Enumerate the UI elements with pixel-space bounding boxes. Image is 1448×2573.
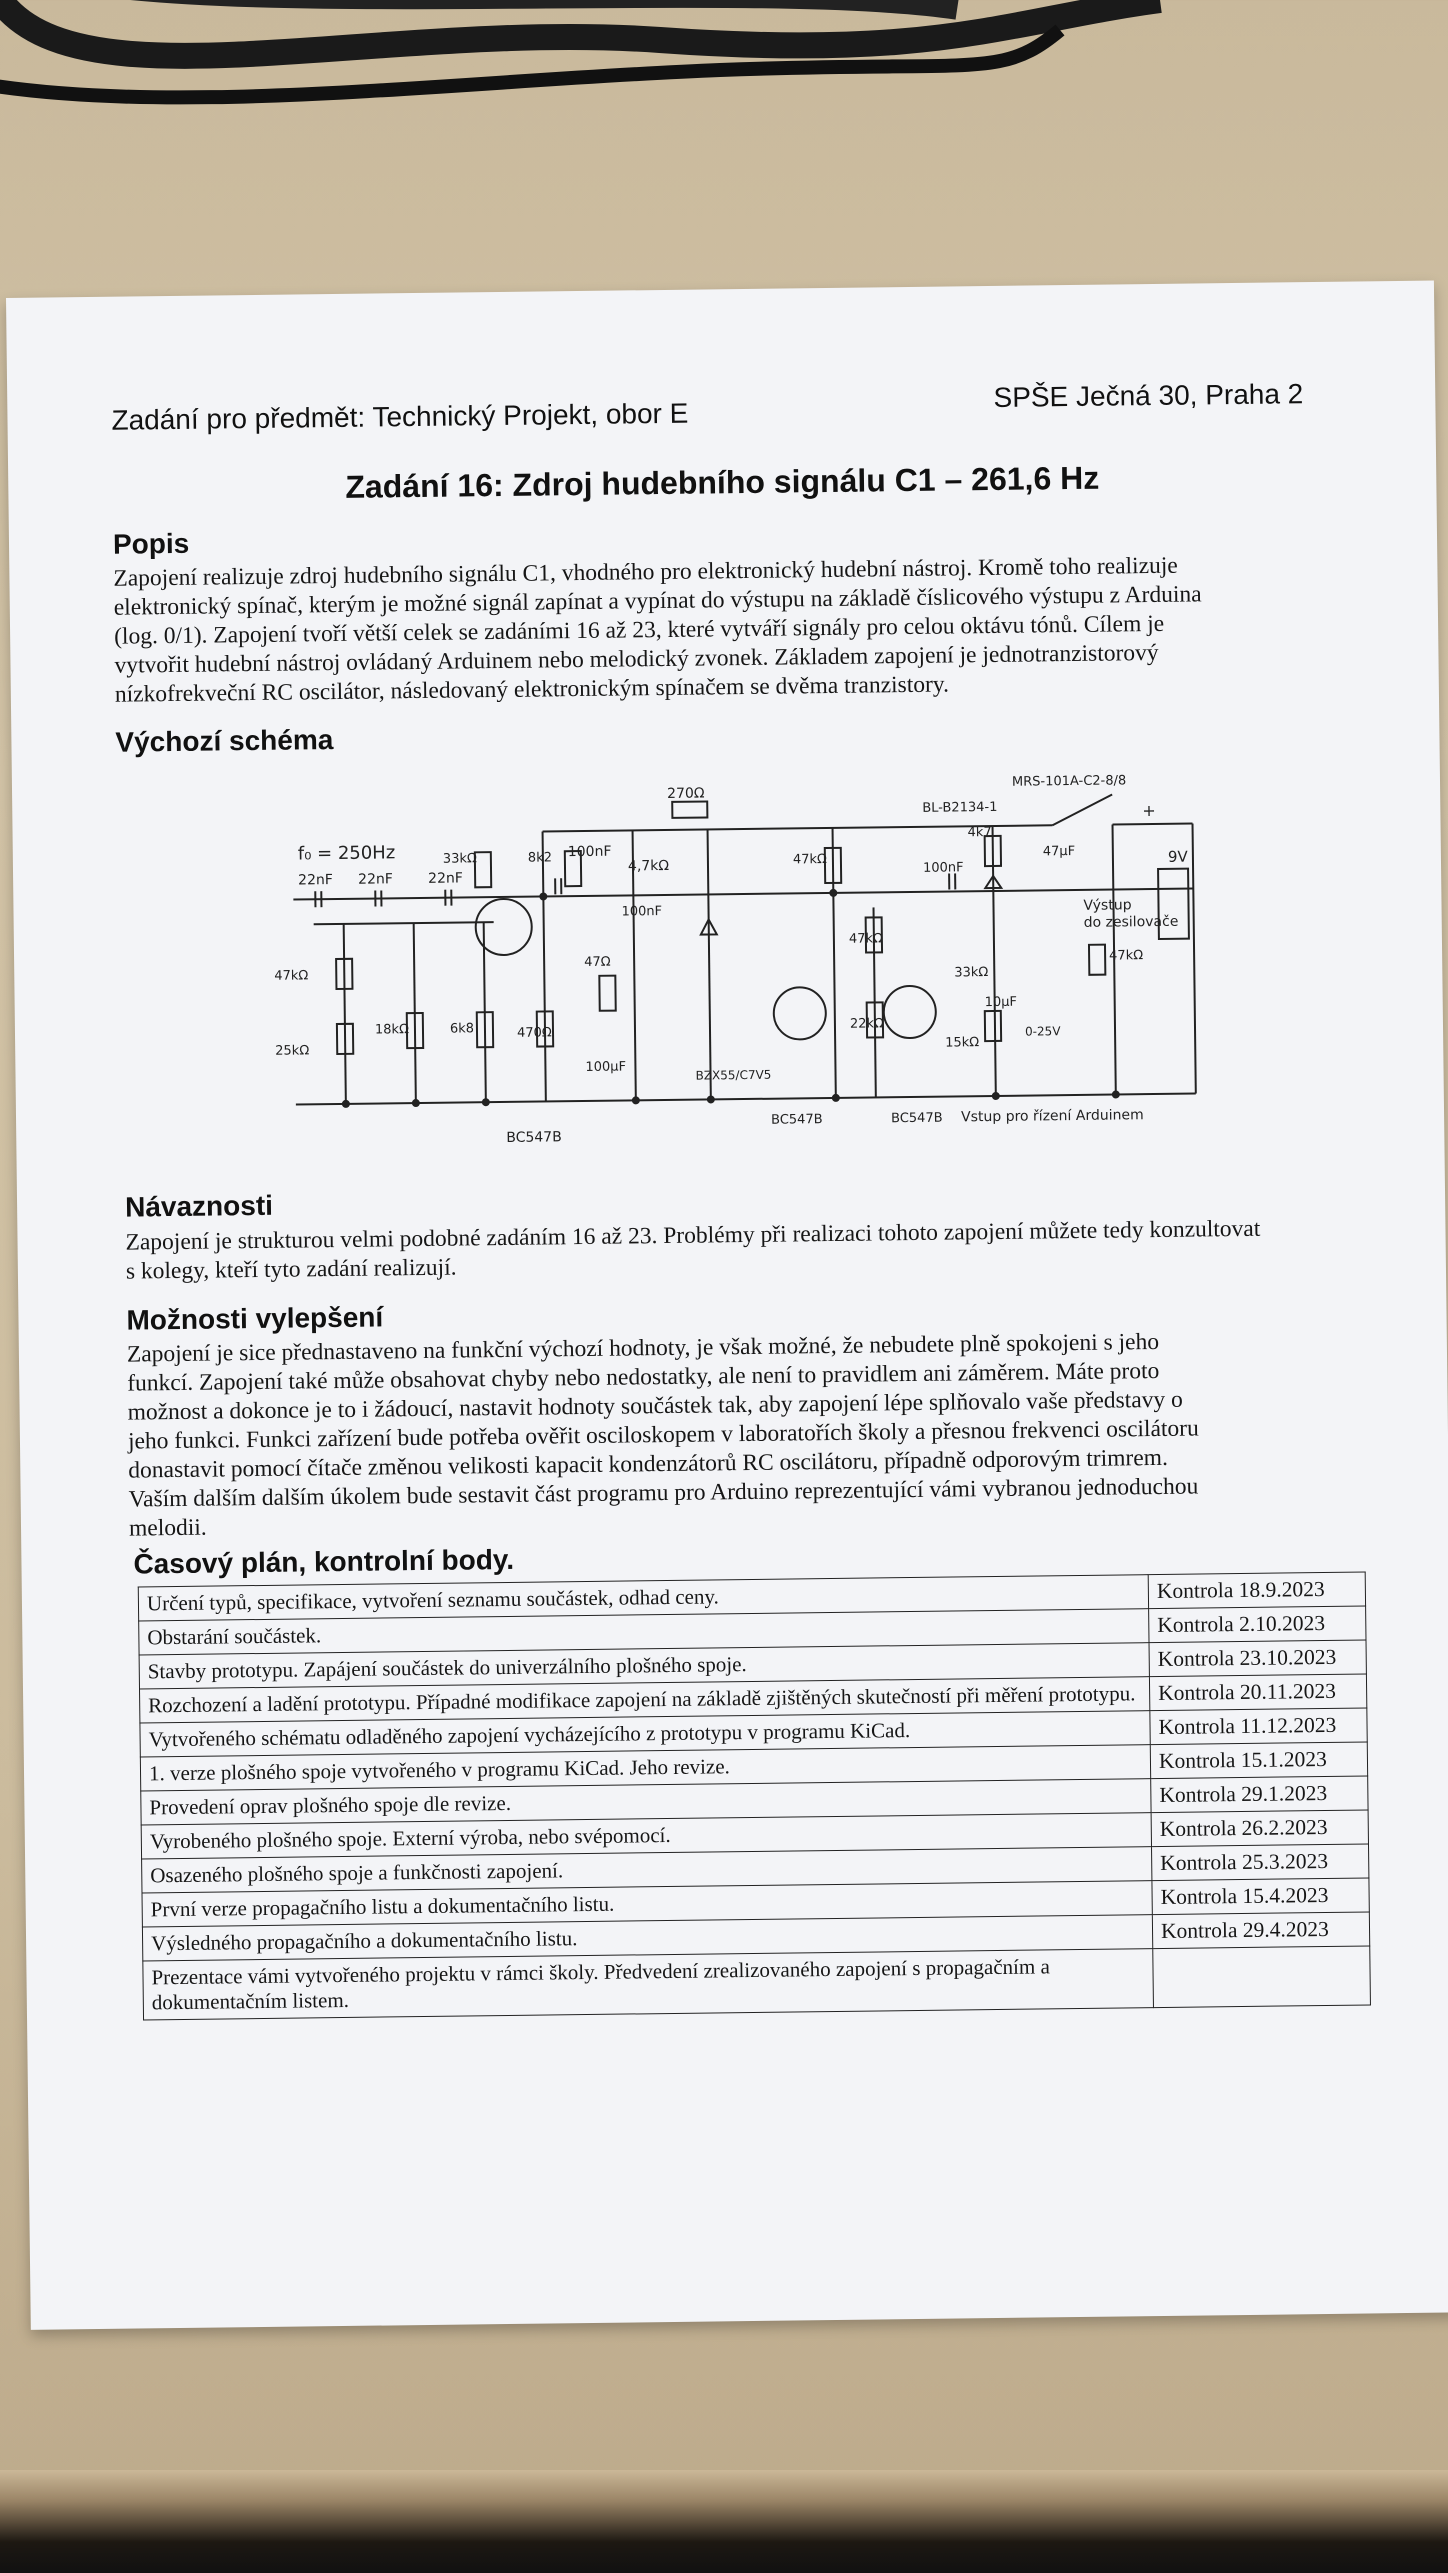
label-q1: BC547B xyxy=(506,1129,562,1146)
navaznosti-line: Zapojení je strukturou velmi podobné zadáním 16 až 23. Problémy při realizaci tohoto zapojení můžete tedy konzultovat xyxy=(125,1215,1261,1256)
check-cell: Kontrola 25.3.2023 xyxy=(1152,1844,1369,1881)
label-c47u: 47μF xyxy=(1042,843,1076,860)
task-cell: Osazeného plošného spoje a funkčnosti zapojení. xyxy=(142,1847,1152,1893)
header-subject: Zadání pro předmět: Technický Projekt, obor E xyxy=(111,397,689,436)
popis-line: nízkofrekveční RC oscilátor, následovaný elektronickým spínačem se dvěma tranzistory. xyxy=(114,671,950,708)
check-cell: Kontrola 11.12.2023 xyxy=(1150,1708,1367,1745)
moznosti-line: Vaším dalším dalším úkolem bude sestavit část programu pro Arduino reprezentující vámi vybranou jednoduchou xyxy=(128,1473,1199,1513)
label-c10u: 10μF xyxy=(984,994,1018,1011)
label-zener: BZX55/C7V5 xyxy=(695,1067,772,1083)
popis-line: Zapojení realizuje zdroj hudebního signálu C1, vhodného pro elektronický hudební nástroj. Kromě toho realizuje xyxy=(113,552,1178,592)
section-heading-schema: Výchozí schéma xyxy=(115,724,334,758)
task-cell: První verze propagačního listu a dokumentačního listu. xyxy=(142,1881,1152,1927)
navaznosti-paragraph xyxy=(125,1213,1366,1286)
popis-paragraph xyxy=(113,550,1345,710)
desk-edge-shadow xyxy=(0,2470,1448,2573)
label-r47: 47Ω xyxy=(584,954,611,970)
moznosti-paragraph xyxy=(127,1325,1369,1543)
label-c100n1: 100nF xyxy=(567,843,612,861)
check-cell: Kontrola 26.2.2023 xyxy=(1151,1810,1368,1847)
check-cell: Kontrola 20.11.2023 xyxy=(1149,1674,1366,1711)
label-r47k2: 47kΩ xyxy=(792,852,828,868)
moznosti-line: jeho funkci. Funkci zařízení bude potřeba ověřit osciloskopem v laboratořích školy a přesnou frekvenci oscilátoru xyxy=(127,1415,1199,1455)
label-c3: 22nF xyxy=(428,870,463,887)
label-output-1: Výstup xyxy=(1083,897,1132,914)
label-q3: BC547B xyxy=(891,1110,943,1127)
label-c100u: 100μF xyxy=(585,1059,627,1075)
label-r8k2: 8k2 xyxy=(527,850,553,866)
label-trim: 0-25V xyxy=(1024,1024,1061,1039)
moznosti-line: melodii. xyxy=(128,1514,207,1542)
moznosti-line: Zapojení je sice přednastaveno na funkční výchozí hodnoty, je však možné, že nebudete plně spokojeni s jeho xyxy=(126,1328,1160,1368)
circuit-schematic xyxy=(252,773,1257,1165)
label-c100n3: 100nF xyxy=(922,860,964,876)
label-r22k: 22kΩ xyxy=(849,1016,885,1032)
check-cell: Kontrola 23.10.2023 xyxy=(1149,1640,1366,1677)
task-cell: Určení typů, specifikace, vytvoření seznamu součástek, odhad ceny. xyxy=(138,1575,1148,1621)
label-relay: MRS-101A-C2-8/8 xyxy=(1011,773,1127,790)
moznosti-line: funkcí. Zapojení také může obsahovat chyby nebo nedostatky, ale není to pravidlem ani záměrem. Máte proto xyxy=(127,1357,1160,1397)
check-cell xyxy=(1153,1946,1371,2008)
moznosti-line: možnost a dokonce je to i žádoucí, nastavit hodnoty součástek tak, aby zapojení lépe splňovalo vaše představy o xyxy=(127,1386,1183,1426)
section-heading-moznosti: Možnosti vylepšení xyxy=(126,1301,384,1336)
label-c2: 22nF xyxy=(358,871,393,888)
popis-line: elektronický spínač, kterým je možné signál zapínat a vypínat do výstupu na základě číslicového výstupu z Arduina xyxy=(113,581,1202,621)
check-cell: Kontrola 29.1.2023 xyxy=(1151,1776,1368,1813)
label-output-2: do zesilovače xyxy=(1083,913,1179,931)
label-plus: + xyxy=(1142,800,1156,821)
label-r68k: 6k8 xyxy=(449,1021,475,1037)
task-cell: Stavby prototypu. Zapájení součástek do univerzálního plošného spoje. xyxy=(139,1643,1149,1689)
moznosti-line: donastavit pomocí čítače změnou velikosti kapacit kondenzátorů RC oscilátoru, případně odporovým trimrem. xyxy=(128,1444,1169,1484)
section-heading-popis: Popis xyxy=(112,527,190,560)
navaznosti-line: s kolegy, kteří tyto zadání realizují. xyxy=(125,1254,457,1285)
cable-photo-object xyxy=(0,0,1210,180)
label-r33k2: 33kΩ xyxy=(954,965,989,981)
label-r15k: 15kΩ xyxy=(945,1035,980,1051)
page-title: Zadání 16: Zdroj hudebního signálu C1 – 261,6 Hz xyxy=(345,459,1100,505)
header-school: SPŠE Ječná 30, Praha 2 xyxy=(993,378,1304,413)
task-cell: Rozchození a ladění prototypu. Případné modifikace zapojení na základě zjištěných skutečností při měření prototypu. xyxy=(140,1677,1150,1723)
label-r18k: 18kΩ xyxy=(374,1022,410,1038)
check-cell: Kontrola 15.4.2023 xyxy=(1152,1878,1369,1915)
task-cell: Prezentace vámi vytvořeného projektu v rámci školy. Předvedení zrealizovaného zapojení s propagačním a dokumentačním listem. xyxy=(143,1949,1154,2020)
document-page xyxy=(6,281,1448,2330)
check-cell: Kontrola 18.9.2023 xyxy=(1148,1572,1365,1609)
task-cell: 1. verze plošného spoje vytvořeného v programu KiCad. Jeho revize. xyxy=(140,1745,1150,1791)
check-cell: Kontrola 29.4.2023 xyxy=(1152,1912,1369,1949)
label-r47k4: 47kΩ xyxy=(1109,948,1144,964)
label-r4k7: 4,7kΩ xyxy=(627,857,670,875)
label-r270: 270Ω xyxy=(667,785,705,802)
task-cell: Obstarání součástek. xyxy=(139,1609,1149,1655)
section-heading-navaznosti: Návaznosti xyxy=(124,1189,274,1223)
label-f0: f₀ = 250Hz xyxy=(297,842,396,865)
label-q2: BC547B xyxy=(771,1112,823,1128)
task-cell: Výsledného propagačního a dokumentačního listu. xyxy=(142,1915,1152,1961)
task-cell: Provedení oprav plošného spoje dle revize. xyxy=(141,1779,1151,1825)
label-r4k7b: 4k7 xyxy=(967,824,992,841)
task-cell: Vytvořeného schématu odladěného zapojení vycházejícího z prototypu v programu KiCad. xyxy=(140,1711,1150,1757)
label-batt: 9V xyxy=(1167,847,1188,866)
label-r25k: 25kΩ xyxy=(275,1043,310,1059)
section-heading-plan: Časový plán, kontrolní body. xyxy=(133,1543,515,1580)
label-c100n2: 100nF xyxy=(621,904,663,920)
task-cell: Vyrobeného plošného spoje. Externí výroba, nebo svépomocí. xyxy=(141,1813,1151,1859)
schedule-table xyxy=(138,1571,1371,2020)
popis-line: vytvořit hudební nástroj ovládaný Arduinem nebo melodický zvonek. Základem zapojení je jednotranzistorový xyxy=(114,639,1159,679)
label-r470: 470Ω xyxy=(516,1025,552,1041)
check-cell: Kontrola 2.10.2023 xyxy=(1149,1606,1366,1643)
label-arduino-input: Vstup pro řízení Arduinem xyxy=(960,1107,1144,1126)
label-led: BL-B2134-1 xyxy=(922,799,998,816)
popis-line: (log. 0/1). Zapojení tvoří větší celek se zadáními 16 až 23, které vytváří signály pro celou oktávu tónů. Cílem je xyxy=(113,610,1165,650)
label-r47k3: 47kΩ xyxy=(848,931,884,947)
label-c1: 22nF xyxy=(298,872,333,889)
check-cell: Kontrola 15.1.2023 xyxy=(1150,1742,1367,1779)
label-r33k: 33kΩ xyxy=(442,851,477,867)
label-r47k: 47kΩ xyxy=(274,968,309,984)
